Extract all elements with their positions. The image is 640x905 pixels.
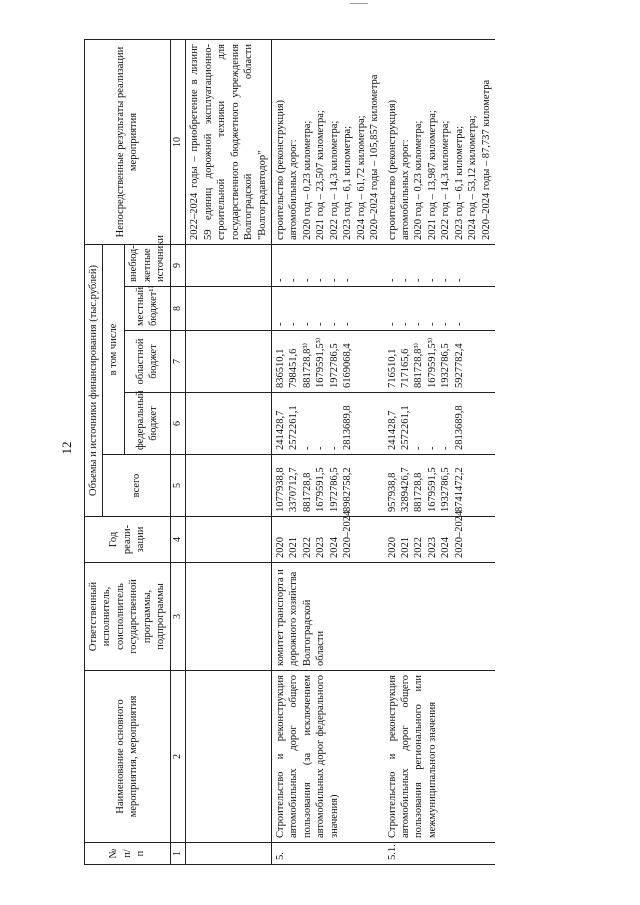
header-total: всего [103, 455, 170, 517]
federal-cell: 241428,7 2572261,1 - - - 2813689,8 [272, 393, 384, 455]
extrabudget-cell: - - - - - - [384, 245, 496, 287]
table-row [384, 40, 496, 865]
col-number: 1 [170, 843, 186, 865]
table-row [272, 40, 384, 865]
col-number: 6 [170, 393, 186, 455]
total-cell: 1077938,8 3370712,7 881728,8 1679591,5 1972786,5 8982758,2 [272, 455, 384, 517]
result-cell: 2022–2024 годы – приобретение в лизинг 59 единиц дорожной эксплуатационно-строительной техники для государственного бюджетного учреждения Волгоградской области "Волгоградавтодор" [186, 40, 272, 245]
header-extrabudget: внебюд-жетные источники [125, 245, 170, 287]
header-name: Наименование основного мероприятия, мероприятия [85, 671, 171, 843]
result-cell: строительство (реконструкция) автомобильных дорог: 2020 год – 0,23 километра; 2021 год – 23,507 километра; 2022 год – 14,3 километра; 2023 год – 6,1 километра; 2024 год – 61,72 километра; 2020–2024 годы – 105,857 километра [272, 40, 384, 245]
col-number: 7 [170, 331, 186, 393]
col-number: 2 [170, 671, 186, 843]
header-funding: Объемы и источники финансирования (тыс.рублей) [85, 245, 103, 517]
col-number: 10 [170, 40, 186, 245]
header-including: в том числе [103, 245, 125, 455]
regional-cell: 716510,1 717165,6 881728,8³⁾ 1679591,5³⁾ 1932786,5 5927782,4 [384, 331, 496, 393]
header-federal: федеральный бюджет [125, 393, 170, 455]
local-cell: - - - - - - [384, 287, 496, 331]
activity-name: Строительство и реконструкция автомобильных дорог общего пользования (за исключением автомобильных дорог федерального значения) [272, 671, 384, 843]
federal-cell: 241428,7 2572261,1 - - - 2813689,8 [384, 393, 496, 455]
result-cell: строительство (реконструкция) автомобильных дорог: 2020 год – 0,23 километра; 2021 год – 13,987 километра; 2022 год – 14,3 километра; 2023 год – 6,1 километра; 2024 год – 53,12 километра; 2020–2024 годы – 87,737 километра [384, 40, 496, 245]
years-cell: 2020 2021 2022 2023 2024 2020–2024 [272, 517, 384, 563]
col-number: 8 [170, 287, 186, 331]
years-cell: 2020 2021 2022 2023 2024 2020–2024 [384, 517, 496, 563]
header-executor: Ответственный исполнитель, соисполнитель государственной программы, подпрограммы [85, 563, 171, 671]
col-number: 3 [170, 563, 186, 671]
executor [384, 563, 496, 671]
header-regional: областной бюджет [125, 331, 170, 393]
col-number: 4 [170, 517, 186, 563]
row-number: 5.1. [384, 843, 496, 865]
local-cell: - - - - - - [272, 287, 384, 331]
executor: комитет транспорта и дорожного хозяйства Волгоградской области [272, 563, 384, 671]
regional-cell: 836510,1 798451,6 881728,8³⁾ 1679591,5³⁾ 1972786,5 6169068,4 [272, 331, 384, 393]
col-number: 5 [170, 455, 186, 517]
rotated-table-page [84, 40, 604, 865]
total-cell: 957938,8 3289426,7 881728,8 1679591,5 1932786,5 8741472,2 [384, 455, 496, 517]
header-local: местный бюджет¹⁾ [125, 287, 170, 331]
header-year: Год реали-зации [85, 517, 171, 563]
row-number: 5. [272, 843, 384, 865]
extrabudget-cell: - - - - - - [272, 245, 384, 287]
table-row-continuation [186, 40, 272, 865]
scan-mark [350, 3, 368, 4]
header-result: Непосредственные результаты реализации мероприятия [85, 40, 171, 245]
header-num: № п/п [85, 843, 171, 865]
col-number: 9 [170, 245, 186, 287]
activity-name: Строительство и реконструкция автомобильных дорог общего пользования регионального или межмуниципального значения [384, 671, 496, 843]
page-number: 12 [59, 441, 74, 455]
funding-table [84, 39, 495, 865]
